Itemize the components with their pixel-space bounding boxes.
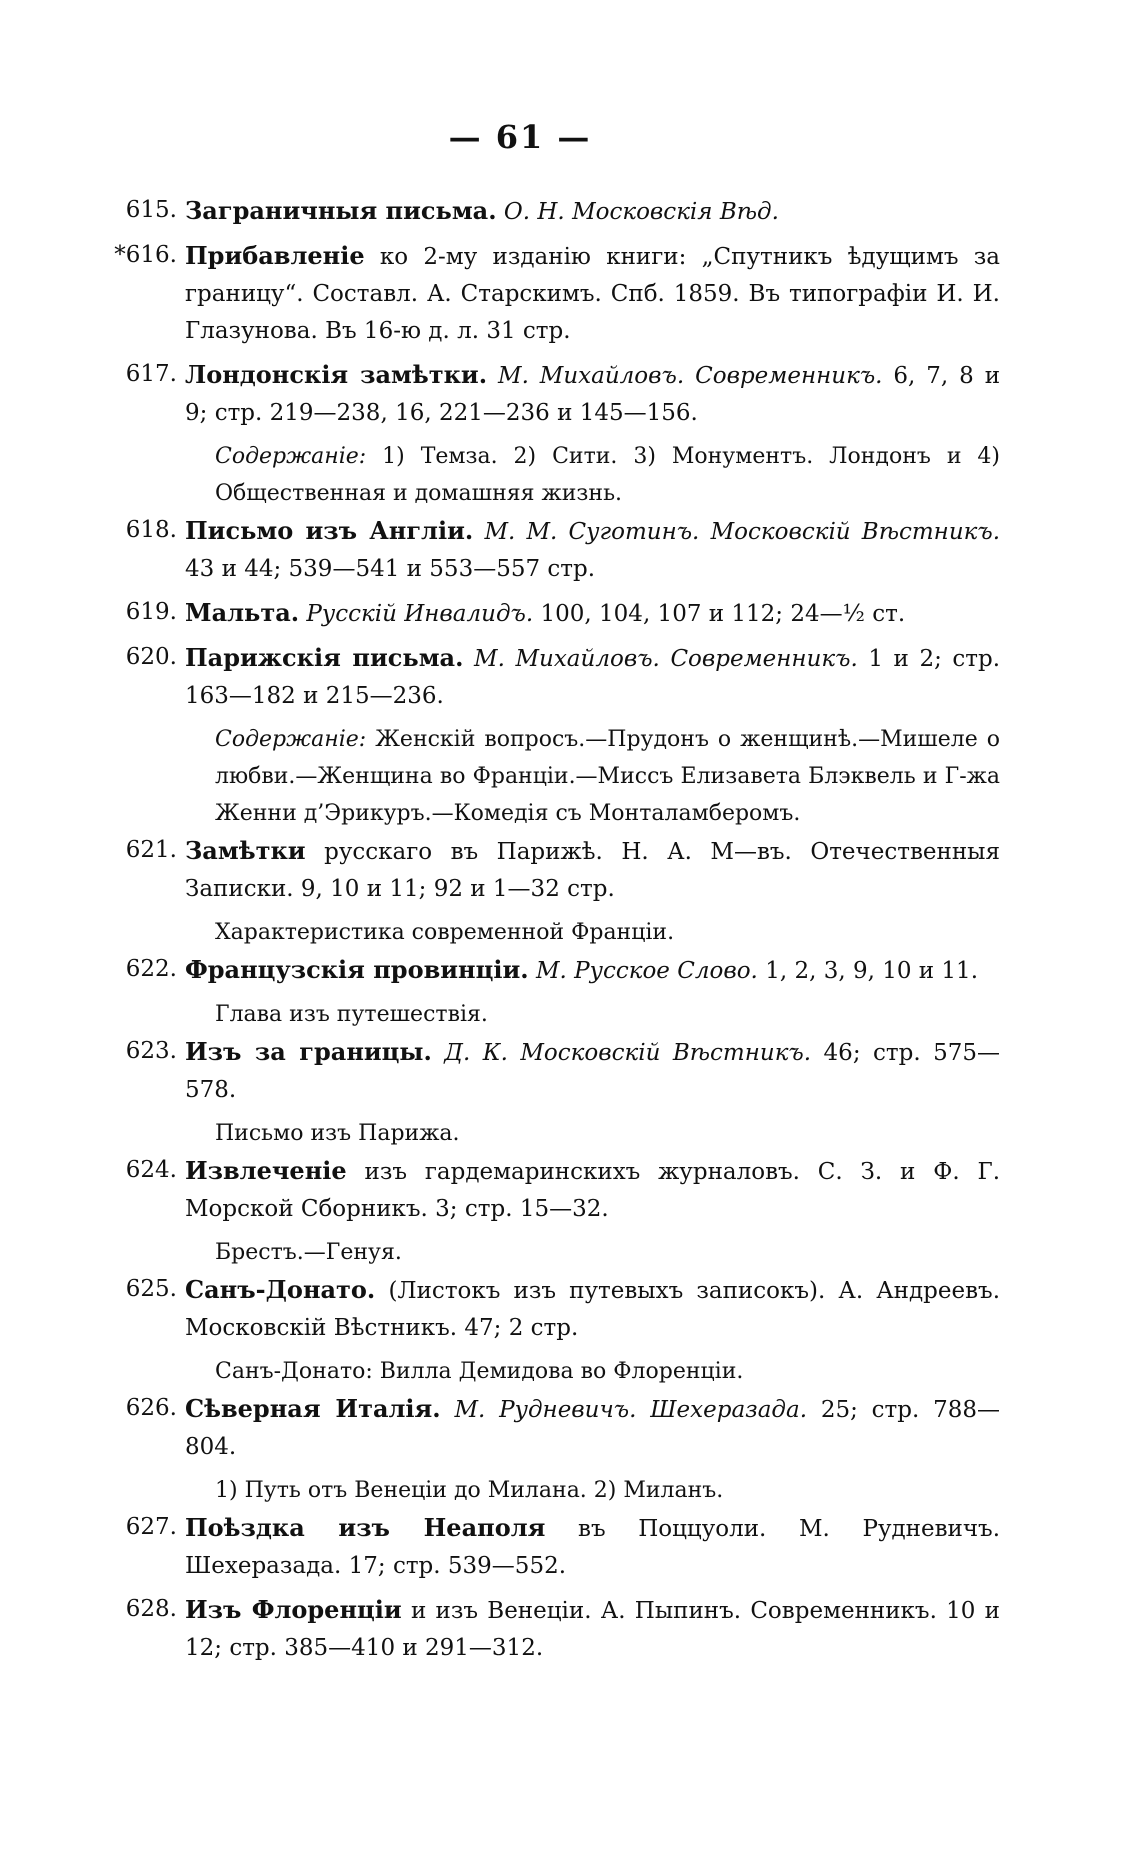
entry-line: [125, 356, 1001, 432]
entry-line: [125, 1390, 1001, 1466]
entry-line: [125, 512, 1001, 588]
bibliography-entry: [125, 594, 1000, 633]
bibliography-entry: [125, 832, 1000, 951]
entry-title: Изъ за границы.: [185, 1037, 432, 1066]
entry-line: [125, 1591, 1000, 1667]
entry-note: [145, 996, 1000, 1033]
entry-note: [145, 438, 1000, 512]
bibliography-entry: [125, 639, 1001, 832]
entry-number: 625.: [125, 1276, 177, 1302]
entry-title: Мальта.: [185, 598, 300, 627]
entry-details: ко 2-му изданію книги: „Спутникъ ѣдущимъ за границу“. Составл. А. Старскимъ. Спб. 1859. Въ типографіи И. И. Глазунова. Въ 16-ю д. л. 31 стр.: [185, 244, 1000, 344]
bibliography-entry: [125, 192, 1000, 231]
entry-number: 628.: [125, 1596, 177, 1622]
entry-details: изъ гардемаринскихъ журналовъ. С. З. и Ф. Г. Морской Сборникъ. 3; стр. 15—32.: [185, 1159, 1001, 1222]
entry-line: [125, 1152, 1001, 1228]
note-text: Глава изъ путешествія.: [215, 1002, 488, 1027]
entry-note: [145, 1234, 1000, 1271]
entry-number: 627.: [125, 1514, 177, 1540]
entry-source: Современникъ.: [670, 646, 858, 672]
entry-line: [125, 192, 1000, 231]
note-label: Содержаніе:: [215, 444, 367, 469]
entry-number: 621.: [125, 837, 177, 863]
page-number: — 61 —: [448, 118, 592, 156]
entry-title: Французскія провинціи.: [185, 955, 529, 984]
bibliography-entry: [125, 951, 1000, 1033]
bibliography-entry: [125, 1033, 1001, 1152]
entry-number: 615.: [125, 197, 177, 223]
entry-details: (Листокъ изъ путевыхъ записокъ). А. Андреевъ. Московскій Вѣстникъ. 47; 2 стр.: [185, 1278, 1001, 1341]
entry-source: Московскій Вѣстникъ.: [520, 1040, 812, 1066]
entry-author: М. М. Суготинъ.: [484, 519, 700, 545]
entry-author: О. Н.: [503, 199, 565, 225]
bibliography-entry: [125, 512, 1001, 588]
entry-author: Д. К.: [444, 1040, 508, 1066]
entry-line: [125, 1033, 1001, 1109]
note-text: Брестъ.—Генуя.: [215, 1240, 402, 1265]
entry-line: [125, 832, 1000, 908]
entry-source: Московскій Вѣстникъ.: [710, 519, 1001, 545]
entry-source: Русское Слово.: [574, 958, 758, 984]
entry-title: Прибавленіе: [185, 241, 365, 270]
bibliography-entry: [125, 1591, 1000, 1667]
note-label: Содержаніе:: [215, 727, 367, 752]
entry-details: 1 и 2; стр. 163—182 и 215—236.: [185, 646, 1001, 709]
entry-line: [125, 594, 1000, 633]
entry-source: Шехеразада.: [650, 1397, 808, 1423]
entry-author: М. Рудневичъ.: [454, 1397, 637, 1423]
entry-number: 617.: [125, 361, 177, 387]
bibliography-entry: [125, 1271, 1001, 1390]
entry-line: [125, 1271, 1001, 1347]
entry-details: 100, 104, 107 и 112; 24—½ ст.: [540, 601, 906, 627]
entry-note: [145, 1472, 1000, 1509]
bibliography-entry: [125, 1509, 1001, 1585]
entry-number: 618.: [125, 517, 177, 543]
entry-source: Московскія Вѣд.: [572, 199, 779, 225]
entry-number: 619.: [125, 599, 177, 625]
entry-number: 624.: [125, 1157, 177, 1183]
entry-number: 623.: [125, 1038, 177, 1064]
entry-source: Русскій Инвалидъ.: [306, 601, 534, 627]
entry-title: Поѣздка изъ Неаполя: [185, 1513, 546, 1542]
entry-details: русскаго въ Парижѣ. Н. А. М—въ. Отечественныя Записки. 9, 10 и 11; 92 и 1—32 стр.: [185, 839, 1000, 902]
entry-note: [145, 1353, 1000, 1390]
entry-title: Санъ-Донато.: [185, 1275, 376, 1304]
entry-title: Парижскія письма.: [185, 643, 464, 672]
entry-number: 620.: [125, 644, 177, 670]
entry-title: Сѣверная Италія.: [185, 1394, 441, 1423]
bibliography-list: [114, 192, 1001, 1673]
entry-details: 43 и 44; 539—541 и 553—557 стр.: [185, 556, 596, 582]
entry-details: 46; стр. 575—578.: [185, 1040, 1001, 1103]
entry-note: [145, 721, 1000, 832]
bibliography-entry: [125, 1152, 1001, 1271]
entry-line: [125, 951, 1000, 990]
entry-title: Лондонскія замѣтки.: [185, 360, 488, 389]
bibliography-entry: [125, 1390, 1001, 1509]
entry-author: М. Михайловъ.: [474, 646, 660, 672]
entry-note: [145, 914, 1000, 951]
bibliography-entry: [114, 237, 1000, 350]
note-text: Женскій вопросъ.—Прудонъ о женщинѣ.—Мишеле о любви.—Женщина во Франціи.—Миссъ Елизавета Блэквель и Г-жа Женни д’Эрикуръ.—Комедія съ Монталамберомъ.: [215, 727, 1000, 826]
entry-line: [114, 237, 1000, 350]
entry-title: Изъ Флоренціи: [185, 1595, 402, 1624]
entry-author: М.: [535, 958, 567, 984]
note-text: 1) Темза. 2) Сити. 3) Монументъ. Лондонъ и 4) Общественная и домашняя жизнь.: [215, 444, 1001, 506]
entry-details: въ Поццуоли. М. Рудневичъ. Шехеразада. 17; стр. 539—552.: [185, 1516, 1001, 1579]
entry-line: [125, 639, 1001, 715]
entry-details: 1, 2, 3, 9, 10 и 11.: [765, 958, 979, 984]
note-text: 1) Путь отъ Венеціи до Милана. 2) Миланъ.: [215, 1478, 724, 1503]
entry-title: Замѣтки: [185, 836, 306, 865]
note-text: Характеристика современной Франціи.: [215, 920, 675, 945]
entry-details: 25; стр. 788—804.: [185, 1397, 1001, 1460]
entry-number: *616.: [114, 242, 177, 268]
bibliography-entry: [125, 356, 1001, 512]
entry-title: Извлеченіе: [185, 1156, 347, 1185]
entry-author: М. Михайловъ.: [498, 363, 685, 389]
entry-title: Заграничныя письма.: [185, 196, 497, 225]
entry-title: Письмо изъ Англіи.: [185, 516, 474, 545]
note-text: Письмо изъ Парижа.: [215, 1121, 460, 1146]
entry-line: [125, 1509, 1001, 1585]
note-text: Санъ-Донато: Вилла Демидова во Флоренціи.: [215, 1359, 744, 1384]
entry-note: [145, 1115, 1000, 1152]
entry-number: 626.: [125, 1395, 177, 1421]
entry-source: Современникъ.: [695, 363, 883, 389]
entry-number: 622.: [125, 956, 177, 982]
entry-details: 6, 7, 8 и 9; стр. 219—238, 16, 221—236 и 145—156.: [185, 363, 1001, 426]
entry-details: и изъ Венеціи. А. Пыпинъ. Современникъ. 10 и 12; стр. 385—410 и 291—312.: [185, 1598, 1000, 1661]
